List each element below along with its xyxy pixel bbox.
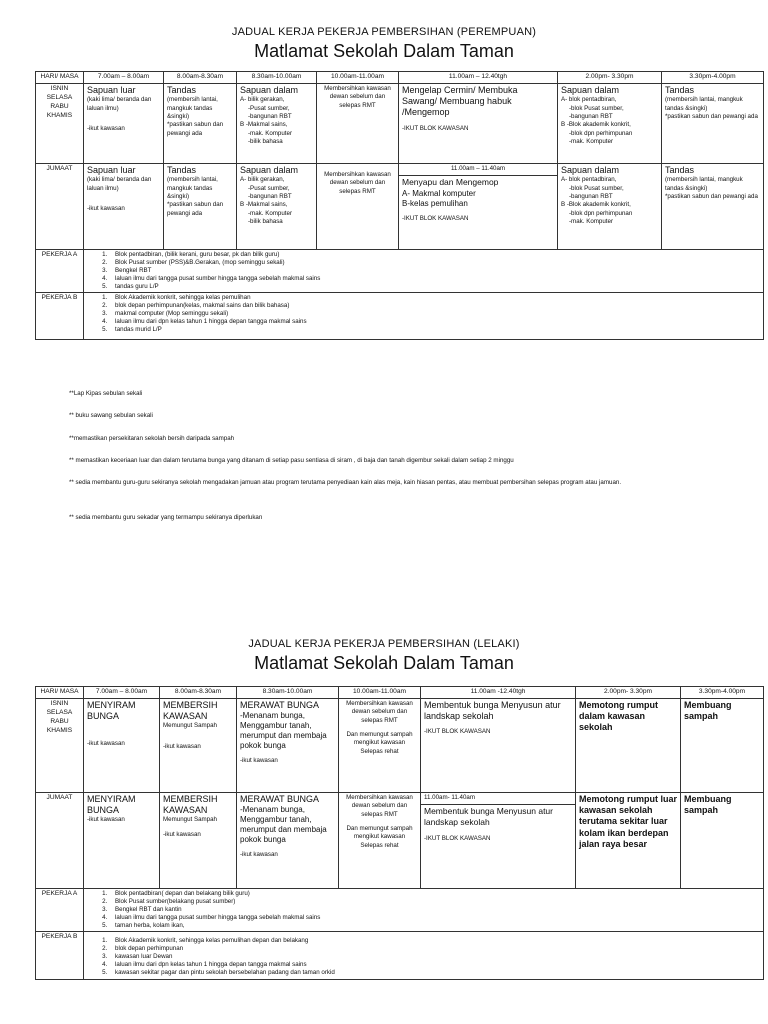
task-line: A- bilik gerakan, — [240, 176, 285, 184]
male-schedule-table — [35, 686, 764, 980]
task-title: Membentuk bunga Menyusun atur landskap sekolah — [424, 806, 553, 827]
task-line: -blok dpn perhimpunan — [569, 129, 633, 137]
list-item: 4. laluan ilmu dari tangga pusat sumber hingga tangga sebelah makmal sains — [109, 275, 760, 283]
task-cell — [160, 698, 237, 792]
note: ** sedia membantu guru sekadar yang termampu sekiranya diperlukan — [69, 514, 263, 521]
list-item: 3. Bengkel RBT dan kantin — [109, 906, 760, 914]
task-note: -ikut kawasan — [163, 742, 201, 750]
worker-label: PEKERJA B — [36, 293, 84, 339]
day-label: ISNIN — [50, 699, 69, 707]
header-cell: HARI/ MASA — [36, 687, 84, 699]
task-detail: Membersihkan kawasan dewan sebelum dan selepas RMT — [346, 699, 413, 724]
task-line: A- Makmal komputer — [402, 188, 476, 198]
task-title: Tandas — [665, 164, 695, 175]
task-cell — [160, 792, 237, 888]
header-cell: 2.00pm- 3.30pm — [558, 72, 662, 84]
list-item: 5. kawasan sekitar pagar dan pintu sekolah bersebelahan padang dan taman orkid — [109, 969, 760, 977]
worker-row — [36, 249, 764, 292]
task-note: -ikut kawasan — [163, 830, 201, 838]
list-item: 5. taman herba, kolam ikan, — [109, 922, 760, 930]
task-title: Tandas — [167, 164, 197, 175]
task-line: -bangunan RBT — [248, 112, 292, 120]
day-label: RABU — [50, 717, 69, 725]
task-detail: (membersih lantai, mangkuk tandas &singki) — [665, 176, 743, 192]
task-cell — [84, 698, 160, 792]
task-detail: Memungut Sampah — [163, 722, 217, 730]
task-line: A- blok pentadbiran, — [561, 176, 617, 184]
task-title: MENYIRAM BUNGA — [87, 793, 136, 816]
task-detail: Membersihkan kawasan dewan sebelum dan selepas RMT — [346, 793, 413, 818]
list-item: 3. makmal computer (Mop seminggu sekali) — [109, 310, 760, 318]
list-item: 4. laluan ilmu dari dpn kelas tahun 1 hingga depan tangga makmal sains — [109, 961, 760, 969]
task-cell — [339, 698, 421, 792]
worker-task-list — [84, 888, 764, 931]
task-cell — [558, 83, 662, 163]
task-cell — [237, 163, 317, 249]
task-line: B -Blok akademik konkrit, — [561, 121, 631, 129]
day-label: ISNIN — [50, 84, 69, 92]
task-line: -blok Pusat sumber, — [569, 184, 624, 192]
task-line: -bilik bahasa — [248, 217, 283, 225]
note: **memastikan persekitaran sekolah bersih daripada sampah — [69, 435, 235, 442]
task-title: Mengelap Cermin/ Membuka Sawang/ Membuang habuk /Mengemop — [402, 84, 518, 118]
task-line: B-kelas pemulihan — [402, 198, 468, 208]
header-cell: 3.30pm-4.00pm — [662, 72, 764, 84]
table-row — [36, 163, 764, 249]
table-row — [36, 83, 764, 163]
task-detail: Membersihkan kawasan dewan sebelum dan selepas RMT — [324, 84, 391, 109]
task-detail: (kaki lima/ beranda dan laluan ilmu) — [87, 176, 152, 192]
task-line: -blok dpn perhimpunan — [569, 209, 633, 217]
task-note: -ikut kawasan — [87, 204, 125, 212]
task-cell — [237, 83, 317, 163]
task-title: Memotong rumput dalam kawasan sekolah — [579, 699, 658, 733]
header-cell: 2.00pm- 3.30pm — [576, 687, 681, 699]
task-note: -IKUT BLOK KAWASAN — [402, 214, 469, 222]
task-note: -IKUT BLOK KAWASAN — [424, 728, 491, 736]
worker-task-list — [84, 249, 764, 292]
task-title: MENYIRAM BUNGA — [87, 699, 136, 722]
task-title: Sapuan luar — [87, 164, 136, 175]
note: **Lap Kipas sebulan sekali — [69, 390, 143, 397]
list-item: 1. Blok pentadbiran, (bilik kerani, guru besar, pk dan bilik guru) — [109, 251, 760, 259]
header-cell: 7.00am – 8.00am — [84, 687, 160, 699]
day-cell: JUMAAT — [36, 163, 84, 249]
list-item: 1. Blok pentadbiran( depan dan belakang bilik guru) — [109, 890, 760, 898]
task-cell — [399, 83, 558, 163]
task-cell — [662, 83, 764, 163]
task-note: *pastikan sabun dan pewangi ada — [167, 121, 224, 137]
header-row — [36, 687, 764, 699]
task-title: Menyapu dan Mengemop — [402, 177, 499, 188]
task-note: -ikut kawasan — [240, 757, 278, 765]
list-item: 5. tandas murid L/P — [109, 326, 760, 334]
task-detail: -Menanam bunga, Menggambur tanah, merumput dan membaja pokok bunga — [240, 805, 327, 845]
header-cell: 10.00am-11.00am — [339, 687, 421, 699]
task-cell — [237, 792, 339, 888]
task-cell — [84, 83, 164, 163]
task-title: Sapuan luar — [87, 84, 136, 95]
day-label: SELASA — [46, 93, 73, 101]
task-title: MERAWAT BUNGA — [240, 699, 320, 710]
day-label: SELASA — [46, 708, 73, 716]
worker-row — [36, 888, 764, 931]
task-line: A- blok pentadbiran, — [561, 96, 617, 104]
day-cell — [36, 83, 84, 163]
worker-label: PEKERJA B — [36, 932, 84, 979]
day-cell: JUMAAT — [36, 792, 84, 888]
header-cell: 11.00am -12.40tgh — [421, 687, 576, 699]
task-cell — [662, 163, 764, 249]
list-item: 2. blok depan perhimpunan — [109, 945, 760, 953]
male-schedule-title: JADUAL KERJA PEKERJA PEMBERSIHAN (LELAKI) — [248, 638, 520, 650]
task-line: -Pusat sumber, — [248, 104, 290, 112]
task-title: Sapuan dalam — [561, 84, 620, 95]
header-cell: 3.30pm-4.00pm — [681, 687, 764, 699]
worker-row — [36, 293, 764, 339]
worker-label: PEKERJA A — [36, 249, 84, 292]
female-schedule-subtitle: Matlamat Sekolah Dalam Taman — [254, 41, 514, 61]
header-cell: 11.00am – 12.40tgh — [399, 72, 558, 84]
task-line: -mak. Komputer — [569, 217, 614, 225]
list-item: 1. Blok Akademik konkrit, sehingga kelas pemulihan — [109, 294, 760, 302]
task-title: Sapuan dalam — [240, 164, 299, 175]
note: ** memastikan keceriaan luar dan dalam terutama bunga yang ditanam di setiap pasu sentiasa di siram , di baja dan tanah digembur sekali dalam setiap 2 minggu — [69, 457, 514, 464]
note: ** buku sawang sebulan sekali — [69, 412, 153, 419]
task-detail: Dan memungut sampah mengikut kawasan — [346, 824, 413, 841]
task-cell — [681, 792, 764, 888]
task-cell — [421, 792, 576, 888]
task-title: Membentuk bunga Menyusun atur landskap sekolah — [424, 699, 561, 722]
task-line: -bangunan RBT — [569, 112, 613, 120]
task-detail: (kaki lima/ beranda dan laluan ilmu) — [87, 96, 152, 112]
header-cell: 8.00am-8.30am — [164, 72, 237, 84]
task-note: -IKUT BLOK KAWASAN — [424, 834, 491, 842]
task-line: -mak. Komputer — [248, 209, 293, 217]
task-detail: (membersih lantai, mangkuk tandas &singki) — [167, 176, 218, 200]
day-label: KHAMIS — [46, 726, 73, 734]
task-cell — [164, 163, 237, 249]
list-item: 5. tandas guru L/P — [109, 283, 760, 291]
task-line: B -Blok akademik konkrit, — [561, 201, 631, 209]
task-title: Membuang sampah — [684, 793, 732, 816]
task-cell — [317, 163, 399, 249]
table-row — [36, 698, 764, 792]
task-line: A- bilik gerakan, — [240, 96, 285, 104]
header-cell: 8.00am-8.30am — [160, 687, 237, 699]
task-note: *pastikan sabun dan pewangi ada — [167, 201, 224, 217]
task-cell — [164, 83, 237, 163]
task-title: MEMBERSIH KAWASAN — [163, 699, 218, 722]
list-item: 2. blok depan perhimpunan(kelas, makmal sains dan bilik bahasa) — [109, 302, 760, 310]
task-title: Memotong rumput luar kawasan sekolah terutama sekitar luar kolam ikan berdepan jalan raya besar — [579, 793, 677, 849]
task-cell — [84, 163, 164, 249]
task-cell — [576, 698, 681, 792]
task-note: -ikut kawasan — [240, 851, 278, 859]
time-label: 11.00am – 11.40am — [450, 164, 506, 172]
list-item: 3. kawasan luar Dewan — [109, 953, 760, 961]
task-title: MERAWAT BUNGA — [240, 793, 320, 804]
header-cell: 7.00am – 8.00am — [84, 72, 164, 84]
task-line: B -Makmal sains, — [240, 121, 288, 129]
list-item: 1. Blok Akademik konkrit, sehingga kelas pemulihan depan dan belakang — [109, 937, 760, 945]
task-cell — [421, 698, 576, 792]
list-item: 4. laluan ilmu dari dpn kelas tahun 1 hingga depan tangga makmal sains — [109, 318, 760, 326]
task-note: -ikut kawasan — [87, 740, 125, 748]
list-item: 4. laluan ilmu dari tangga pusat sumber hingga tangga sebelah makmal sains — [109, 914, 760, 922]
task-line: -mak. Komputer — [248, 129, 293, 137]
task-cell — [237, 698, 339, 792]
list-item: 2. Blok Pusat sumber(belakang pusat sumber) — [109, 898, 760, 906]
female-schedule-table — [35, 71, 764, 340]
task-detail: Membersihkan kawasan dewan sebelum dan selepas RMT — [324, 170, 391, 195]
task-detail: (membersih lantai, mangkuk tandas &singki) — [665, 96, 743, 112]
task-cell — [317, 83, 399, 163]
task-detail: Dan memungut sampah mengikut kawasan — [346, 730, 413, 747]
time-label: 11.00am- 11.40am — [424, 793, 476, 801]
task-title: MEMBERSIH KAWASAN — [163, 793, 218, 816]
table-row — [36, 792, 764, 888]
task-cell — [576, 792, 681, 888]
task-note: -ikut kawasan — [87, 816, 125, 824]
task-cell — [681, 698, 764, 792]
task-line: -mak. Komputer — [569, 137, 614, 145]
task-cell — [399, 163, 558, 249]
day-label: RABU — [50, 102, 69, 110]
day-cell — [36, 698, 84, 792]
task-cell — [339, 792, 421, 888]
task-detail: (membersih lantai, mangkuk tandas &singki) — [167, 96, 218, 120]
list-item: 2. Blok Pusat sumber (PSS)&B.Gerakan, (mop seminggu sekali) — [109, 259, 760, 267]
task-line: -bangunan RBT — [569, 192, 613, 200]
header-row — [36, 72, 764, 84]
worker-label: PEKERJA A — [36, 888, 84, 931]
header-cell: HARI/ MASA — [36, 72, 84, 84]
task-detail: Memungut Sampah — [163, 816, 217, 824]
task-note: *pastikan sabun dan pewangi ada — [665, 192, 758, 200]
task-line: -bangunan RBT — [248, 192, 292, 200]
task-note: -ikut kawasan — [87, 124, 125, 132]
worker-task-list — [84, 293, 764, 339]
task-title: Tandas — [665, 84, 695, 95]
task-note: -IKUT BLOK KAWASAN — [402, 124, 469, 132]
female-schedule-title: JADUAL KERJA PEKERJA PEMBERSIHAN (PEREMPUAN) — [231, 26, 537, 38]
male-schedule-subtitle: Matlamat Sekolah Dalam Taman — [254, 653, 514, 673]
task-detail: -Menanam bunga, Menggambur tanah, merumput dan membaja pokok bunga — [240, 711, 327, 751]
header-cell: 8.30am-10.00am — [237, 687, 339, 699]
task-title: Sapuan dalam — [561, 164, 620, 175]
task-title: Membuang sampah — [684, 699, 732, 722]
day-label: KHAMIS — [46, 111, 73, 119]
task-line: B -Makmal sains, — [240, 201, 288, 209]
task-note: *pastikan sabun dan pewangi ada — [665, 112, 758, 120]
task-detail: Selepas rehat — [360, 841, 399, 849]
note: ** sedia membantu guru-guru sekiranya sekolah mengadakan jamuan atau program terutama penyediaan kain alas meja, kain hiasan pentas, atau membuat pembersihan selepas program atau jamuan. — [69, 479, 622, 486]
list-item: 3. Bengkel RBT — [109, 267, 760, 275]
task-line: -bilik bahasa — [248, 137, 283, 145]
task-line: -Pusat sumber, — [248, 184, 290, 192]
worker-row — [36, 932, 764, 979]
task-detail: Selepas rehat — [360, 747, 399, 755]
task-cell — [558, 163, 662, 249]
header-cell: 10.00am-11.00am — [317, 72, 399, 84]
task-title: Tandas — [167, 84, 197, 95]
task-cell — [84, 792, 160, 888]
header-cell: 8.30am-10.00am — [237, 72, 317, 84]
task-title: Sapuan dalam — [240, 84, 299, 95]
worker-task-list — [84, 932, 764, 979]
task-line: -blok Pusat sumber, — [569, 104, 624, 112]
